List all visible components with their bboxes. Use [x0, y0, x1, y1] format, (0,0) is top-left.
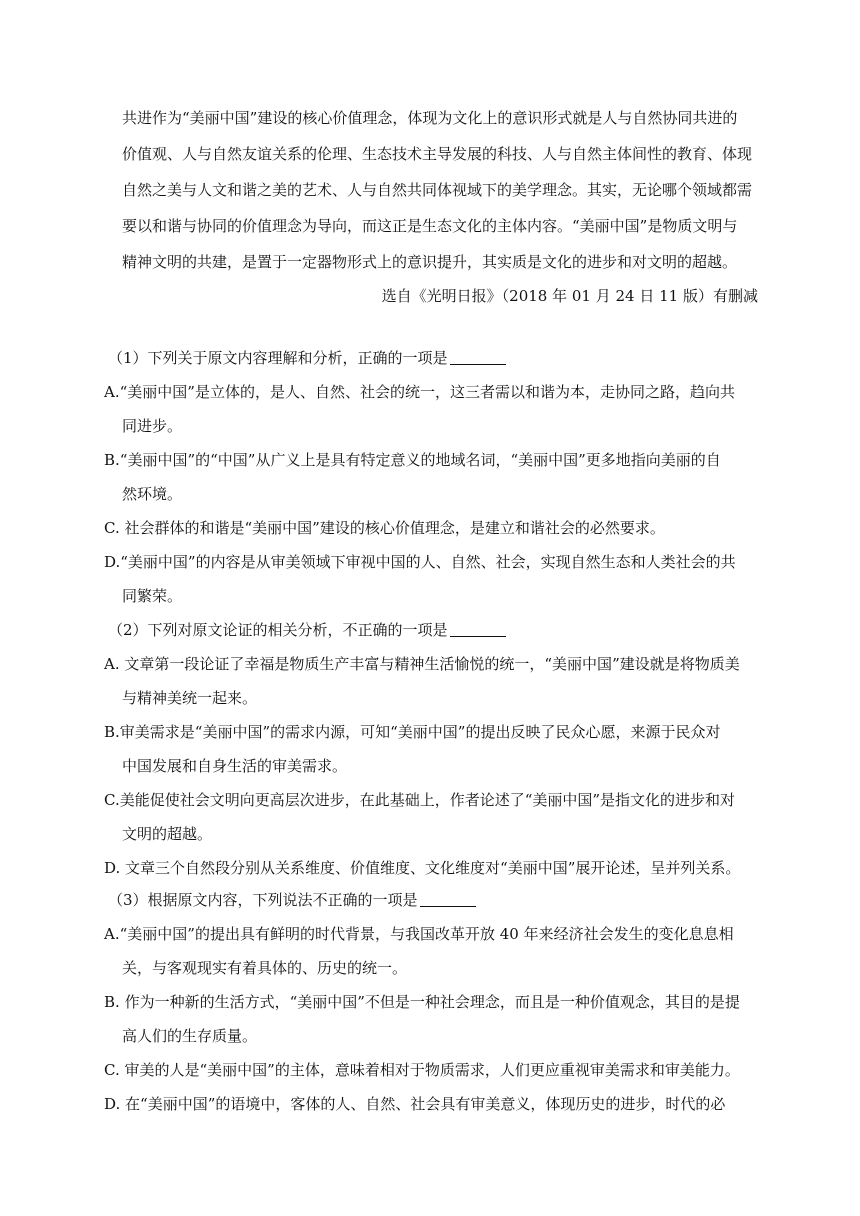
passage-line: 精神文明的共建，是置于一定器物形式上的意识提升，其实质是文化的进步和对文明的超越。: [122, 253, 738, 271]
option-label: A.: [104, 383, 120, 401]
option-text: 社会群体的和谐是“美丽中国”建设的核心价值理念，是建立和谐社会的必然要求。: [124, 519, 665, 537]
option-label: B.: [104, 993, 120, 1011]
option-continuation: 然环境。: [122, 485, 183, 503]
passage-line: 价值观、人与自然友谊关系的伦理、生态技术主导发展的科技、人与自然主体间性的教育、体现: [122, 145, 753, 163]
option-text: “美丽中国”的“中国”从广义上是具有特定意义的地域名词，“美丽中国”更多地指向美丽的自: [119, 451, 721, 469]
source-citation: 选自《光明日报》（2018 年 01 月 24 日 11 版）有删减: [381, 287, 758, 305]
question-stem: （1）下列关于原文内容理解和分析，正确的一项是: [108, 348, 506, 368]
option-text: 在“美丽中国”的语境中，客体的人、自然、社会具有审美意义，体现历史的进步，时代的必: [125, 1095, 726, 1113]
option-line: [104, 1094, 725, 1114]
option-line: [104, 552, 736, 572]
option-label: D.: [104, 1095, 121, 1113]
option-label: C.: [104, 1061, 120, 1079]
question-stem: （2）下列对原文论证的相关分析，不正确的一项是: [108, 620, 506, 640]
option-continuation: 与精神美统一起来。: [122, 689, 258, 707]
passage-line: 共进作为“美丽中国”建设的核心价值理念，体现为文化上的意识形式就是人与自然协同共进的: [122, 109, 738, 127]
answer-blank: [450, 350, 506, 365]
answer-blank: [450, 622, 506, 637]
option-text: 文章三个自然段分别从关系维度、价值维度、文化维度对“美丽中国”展开论述，呈并列关系。: [125, 859, 741, 877]
option-continuation: 同繁荣。: [122, 587, 183, 605]
option-text: “美丽中国”的内容是从审美领域下审视中国的人、自然、社会，实现自然生态和人类社会的共: [120, 553, 736, 571]
option-text: 审美的人是“美丽中国”的主体，意味着相对于物质需求，人们更应重视审美需求和审美能力。: [124, 1061, 740, 1079]
option-line: [104, 722, 720, 742]
question-stem: （3）根据原文内容，下列说法不正确的一项是: [108, 890, 476, 910]
option-label: B.: [104, 723, 120, 741]
option-line: [104, 992, 740, 1012]
option-text: 文章第一段论证了幸福是物质生产丰富与精神生活愉悦的统一，“美丽中国”建设就是将物质美: [124, 655, 740, 673]
option-label: A.: [104, 925, 120, 943]
option-label: C.: [104, 791, 120, 809]
option-line: [104, 1060, 740, 1080]
answer-blank: [420, 892, 476, 907]
option-text: “美丽中国”的提出具有鲜明的时代背景，与我国改革开放 40 年来经济社会发生的变化息息相: [119, 925, 734, 943]
option-label: C.: [104, 519, 120, 537]
option-label: B.: [104, 451, 120, 469]
option-line: [104, 924, 734, 944]
option-line: [104, 450, 721, 470]
option-line: [104, 518, 665, 538]
option-label: D.: [104, 553, 121, 571]
option-line: [104, 790, 735, 810]
option-label: D.: [104, 859, 121, 877]
option-line: [104, 654, 740, 674]
option-label: A.: [104, 655, 120, 673]
option-text: 美能促使社会文明向更高层次进步，在此基础上，作者论述了“美丽中国”是指文化的进步和对: [119, 791, 736, 809]
option-continuation: 中国发展和自身生活的审美需求。: [122, 757, 348, 775]
option-line: [104, 382, 735, 402]
option-text: 作为一种新的生活方式，“美丽中国”不但是一种社会理念，而且是一种价值观念，其目的是提: [124, 993, 740, 1011]
option-line: [104, 858, 740, 878]
option-continuation: 关，与客观现实有着具体的、历史的统一。: [122, 959, 408, 977]
passage-line: 要以和谐与协同的价值理念为导向，而这正是生态文化的主体内容。“美丽中国”是物质文明与: [122, 217, 738, 235]
option-text: “美丽中国”是立体的，是人、自然、社会的统一，这三者需以和谐为本，走协同之路，趋向共: [119, 383, 735, 401]
option-continuation: 文明的超越。: [122, 825, 213, 843]
option-continuation: 同进步。: [122, 417, 183, 435]
option-text: 审美需求是“美丽中国”的需求内源，可知“美丽中国”的提出反映了民众心愿，来源于民众对: [119, 723, 721, 741]
option-continuation: 高人们的生存质量。: [122, 1027, 258, 1045]
passage-line: 自然之美与人文和谐之美的艺术、人与自然共同体视域下的美学理念。其实，无论哪个领域都需: [122, 181, 753, 199]
